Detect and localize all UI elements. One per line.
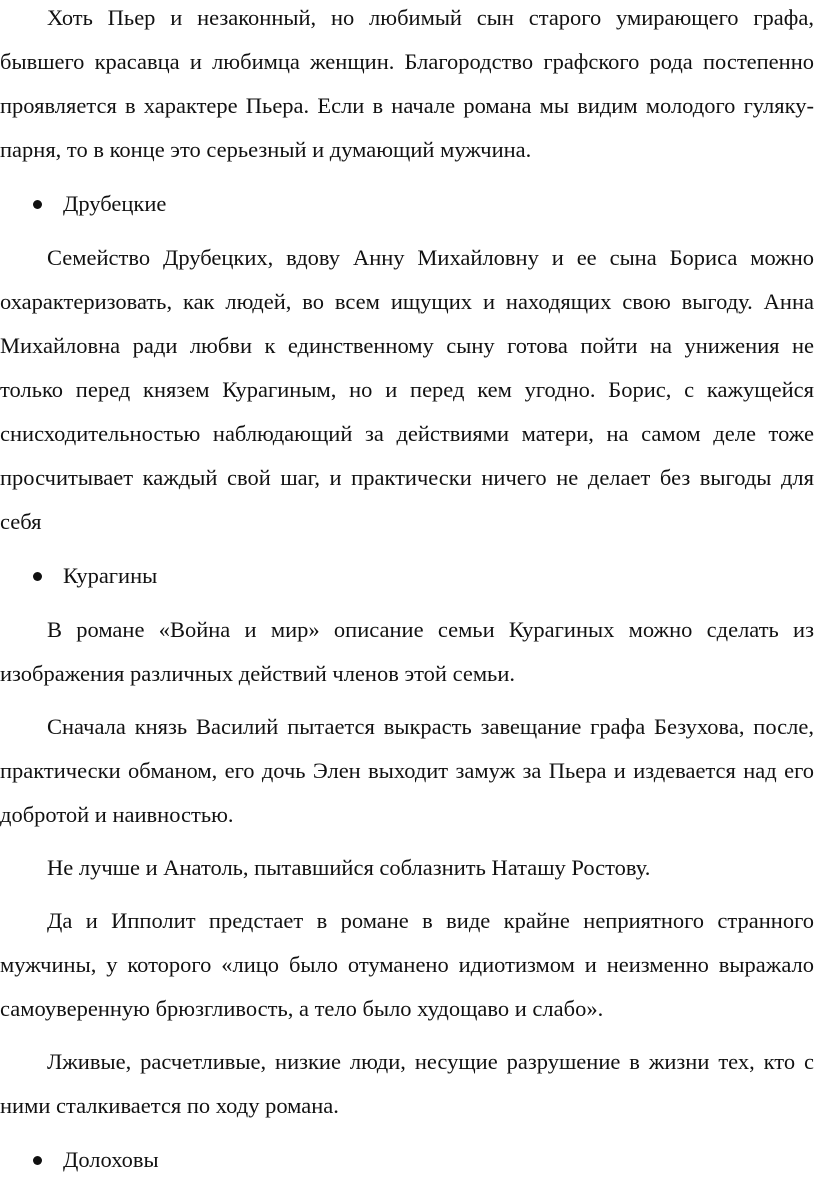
list-item-label: Курагины bbox=[63, 563, 158, 588]
list-item-kuragins bbox=[0, 554, 816, 598]
paragraph-summary: Лживые, расчетливые, низкие люди, несущие разрушение в жизни тех, кто с ними сталкивается по ходу романа. bbox=[0, 1049, 814, 1118]
bullet-icon bbox=[33, 200, 42, 209]
list-item-drubetskie bbox=[0, 182, 816, 226]
list-item-label: Долоховы bbox=[63, 1147, 159, 1172]
bullet-icon bbox=[33, 1156, 42, 1165]
paragraph-kuragins-intro: В романе «Война и мир» описание семьи Курагиных можно сделать из изображения различных действий членов этой семьи. bbox=[0, 617, 814, 686]
list-item-dolokhovs bbox=[0, 1138, 816, 1182]
paragraph-drubetskie: Семейство Друбецких, вдову Анну Михайловну и ее сына Бориса можно охарактеризовать, как людей, во всем ищущих и находящих свою выгоду. Анна Михайловна ради любви к единственному сыну готова пойти на унижения не только перед князем Курагиным, но и перед кем угодно. Борис, с кажущейся снисходительностью наблюдающий за действиями матери, на самом деле тоже просчитывает каждый свой шаг, и практически ничего не делает без выгоды для себя bbox=[0, 245, 814, 534]
paragraph-ippolit: Да и Ипполит предстает в романе в виде крайне неприятного странного мужчины, у которого «лицо было отуманено идиотизмом и неизменно выражало самоуверенную брюзгливость, а тело было худощаво и слабо». bbox=[0, 908, 814, 1021]
list-item-label: Друбецкие bbox=[63, 191, 167, 216]
paragraph-anatole: Не лучше и Анатоль, пытавшийся соблазнить Наташу Ростову. bbox=[47, 855, 651, 880]
paragraph-prince-vasily: Сначала князь Василий пытается выкрасть завещание графа Безухова, после, практически обманом, его дочь Элен выходит замуж за Пьера и издевается над его добротой и наивностью. bbox=[0, 714, 814, 827]
bullet-icon bbox=[33, 572, 42, 581]
paragraph-pierre: Хоть Пьер и незаконный, но любимый сын старого умирающего графа, бывшего красавца и любимца женщин. Благородство графского рода постепенно проявляется в характере Пьера. Если в начале романа мы видим молодого гуляку-парня, то в конце это серьезный и думающий мужчина. bbox=[0, 5, 814, 162]
